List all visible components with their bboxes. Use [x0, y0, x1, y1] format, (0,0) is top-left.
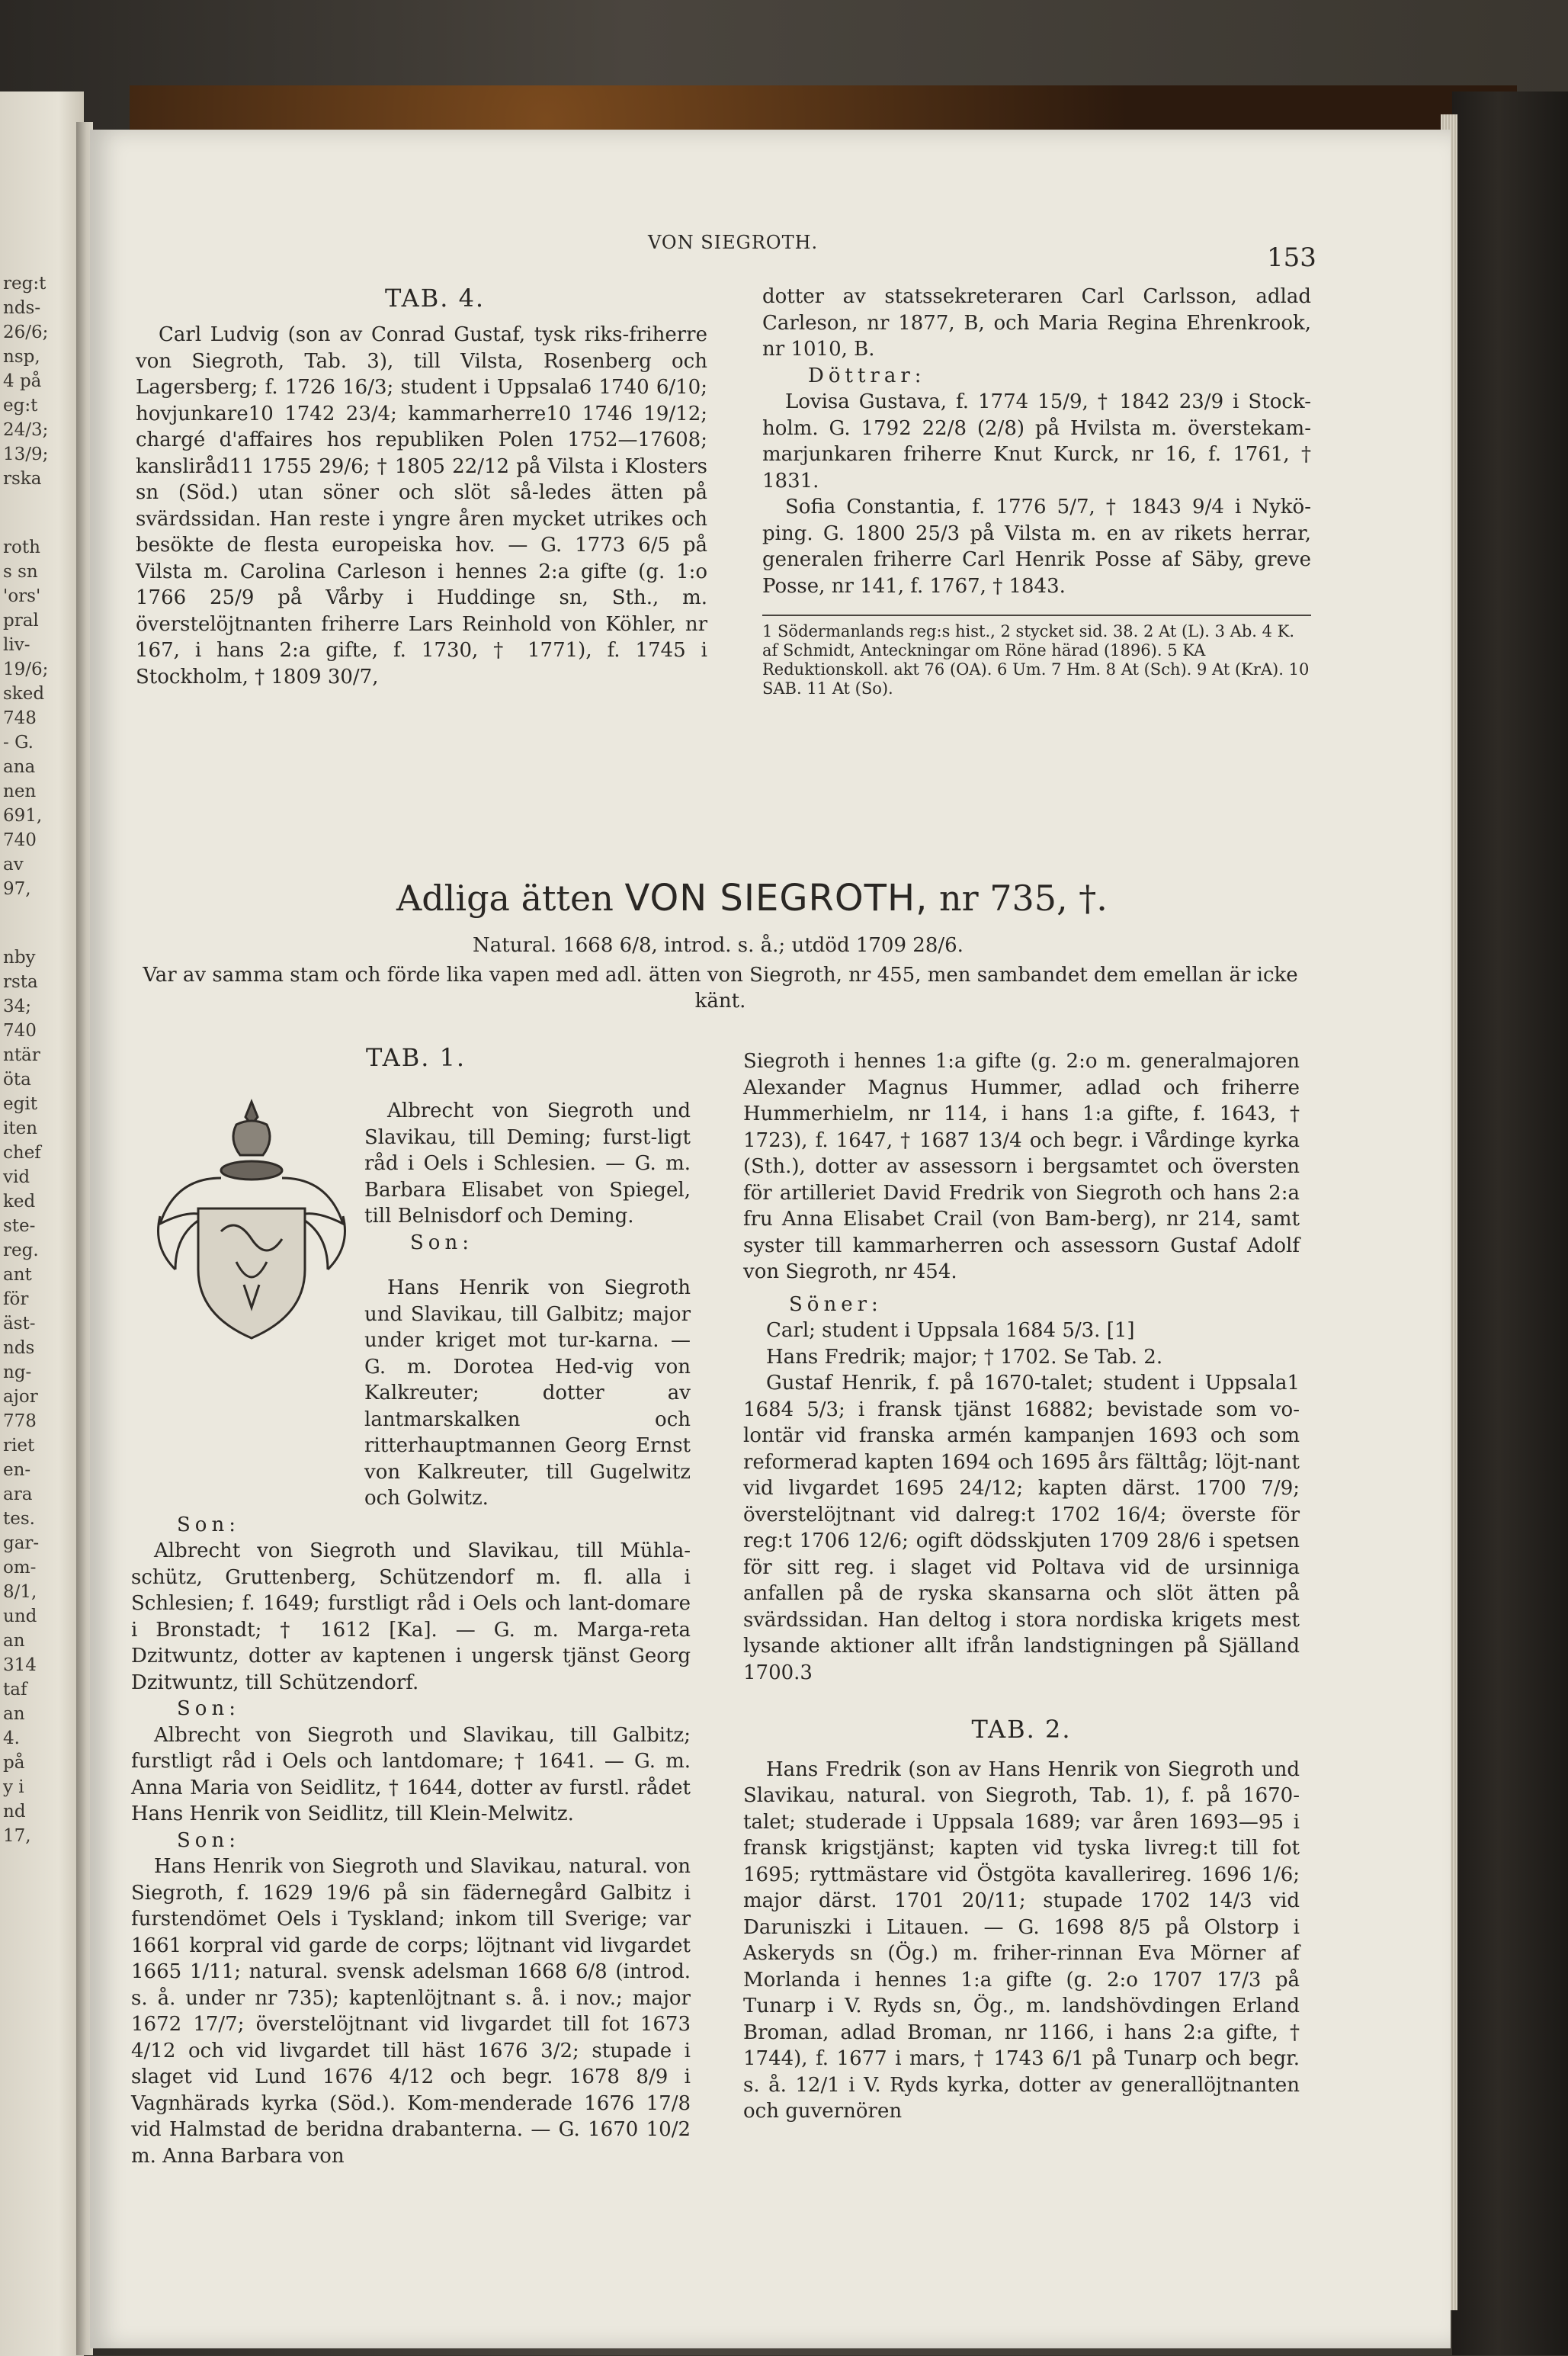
prev-page-fragment: y i: [3, 1777, 24, 1797]
upper-right-column: [762, 284, 1311, 599]
prev-page-fragment: 34;: [3, 997, 32, 1016]
son-heading-1: Son:: [410, 1231, 473, 1254]
prev-page-fragment: ana: [3, 757, 36, 777]
prev-page-fragment: tes.: [3, 1509, 35, 1529]
prev-page-fragment: öta: [3, 1070, 31, 1090]
upper-right-p1: dotter av statssekreteraren Carl Carlsson, adlad Carleson, nr 1877, B, och Maria Regina Ehrenkrook, nr 1010, B.: [762, 285, 1311, 361]
prev-page-fragment: 24/3;: [3, 420, 49, 440]
lower-left-column: [131, 1275, 691, 2169]
albrecht-2-entry: Albrecht von Siegroth und Slavikau, till Mühla-schütz, Gruttenberg, Schützendorf m. fl. alla i Schlesien; f. 1649; furstligt råd i Oels och lant-domare i Bronstadt; † 1612 [Ka]. — G. m. Marga-reta Dzitwuntz, dotter av kaptenen i ungersk tjänst Georg Dzitwuntz, till Schützendorf.: [131, 1539, 691, 1694]
page-number: 153: [1267, 242, 1316, 273]
prev-page-fragment: 740: [3, 830, 37, 850]
previous-page-edge: [0, 91, 84, 2356]
prev-page-fragment: taf: [3, 1680, 27, 1700]
prev-page-fragment: nds-: [3, 298, 41, 318]
prev-page-fragment: en-: [3, 1460, 31, 1480]
prev-page-fragment: eg:t: [3, 396, 38, 416]
prev-page-fragment: nd: [3, 1802, 26, 1822]
prev-page-fragment: av: [3, 855, 24, 875]
prev-page-fragment: ng-: [3, 1363, 32, 1382]
prev-page-fragment: 691,: [3, 806, 43, 826]
prev-page-fragment: ste-: [3, 1216, 36, 1236]
prev-page-fragment: ajor: [3, 1387, 38, 1407]
prev-page-fragment: reg:t: [3, 274, 46, 294]
prev-page-fragment: för: [3, 1289, 29, 1309]
prev-page-fragment: egit: [3, 1094, 37, 1114]
tab-2-heading: TAB. 2.: [971, 1715, 1072, 1744]
prev-page-fragment: 4 på: [3, 371, 42, 391]
sofia-constantia-entry: Sofia Constantia, f. 1776 5/7, † 1843 9/4 i Nykö-ping. G. 1800 25/3 på Vilsta m. en av rikets herrar, generalen friherre Carl Henrik Posse af Säby, greve Posse, nr 141, f. 1767, † 1843.: [762, 496, 1311, 598]
prev-page-fragment: sked: [3, 684, 45, 704]
prev-page-fragment: 4.: [3, 1728, 20, 1748]
son-heading-3: Son:: [177, 1697, 240, 1720]
prev-page-fragment: nen: [3, 782, 37, 801]
hans-henrik-natural-entry: Hans Henrik von Siegroth und Slavikau, natural. von Siegroth, f. 1629 19/6 på sin fädernegård Galbitz i furstendömet Oels i Tyskland; inkom till Sverige; var 1661 korpral vid garde de corps; löjtnant vid livgardet 1665 1/11; natural. svensk adelsman 1668 6/8 (introd. s. å. under nr 735); kaptenlöjtnant s. å. i nov.; major 1672 17/7; överstelöjtnant vid livgardet till fot 1673 4/12 och vid livgardet till häst 1676 3/2; stupade i slaget vid Lund 1676 4/12 och begr. 1678 8/9 i Vagnhärads kyrka (Söd.). Kom-menderade 1676 17/8 vid Halmstad de beridna drabanterna. — G. 1670 10/2 m. Anna Barbara von: [131, 1855, 691, 2168]
prev-page-fragment: - G.: [3, 733, 34, 753]
family-subtitle: Natural. 1668 6/8, introd. s. å.; utdöd 1709 28/6.: [473, 934, 964, 957]
prev-page-fragment: 748: [3, 708, 37, 728]
prev-page-fragment: ant: [3, 1265, 32, 1285]
prev-page-fragment: 13/9;: [3, 445, 49, 464]
gustaf-henrik-entry: Gustaf Henrik, f. på 1670-talet; student i Uppsala1 1684 5/3; i fransk tjänst 16882; bevistade som vo-lontär vid franska armén kampanjen 1693 och som reformerad kapten 1694 och 1695 års fälttåg; löjt-nant vid livgardet 1695 24/12; kapten därst. 1700 7/9; överstelöjtnant vid dalreg:t 1702 16/4; överste för reg:t 1706 12/6; ogift dödsskjuten 1709 28/6 i spetsen för sitt reg. i slaget vid Poltava vid de ursinniga anfallen på de ryska skansarna och slöt ätten på svärdssidan. Han deltog i stora nordiska krigets mest lysande aktioner allt ifrån landstigningen på Själland 1700.3: [743, 1372, 1300, 1684]
prev-page-fragment: nby: [3, 948, 36, 968]
book-cover-right: [1452, 91, 1568, 2355]
prev-page-fragment: an: [3, 1704, 25, 1724]
tab-4-heading: TAB. 4.: [385, 284, 486, 313]
prev-page-fragment: ked: [3, 1192, 36, 1212]
prev-page-fragment: und: [3, 1607, 37, 1626]
family-title: [396, 877, 1108, 920]
carl-entry: Carl; student i Uppsala 1684 5/3. [1]: [766, 1319, 1135, 1342]
soner-heading: Söner:: [789, 1292, 883, 1316]
title-suffix: nr 735, †.: [938, 878, 1108, 919]
tab-1-heading: TAB. 1.: [366, 1043, 467, 1072]
prev-page-fragment: iten: [3, 1119, 38, 1138]
prev-page-fragment: om-: [3, 1558, 37, 1578]
prev-page-fragment: gar-: [3, 1533, 40, 1553]
prev-page-fragment: reg.: [3, 1241, 39, 1260]
prev-page-fragment: rsta: [3, 972, 38, 992]
prev-page-fragment: 17,: [3, 1826, 31, 1846]
prev-page-fragment: chef: [3, 1143, 41, 1163]
prev-page-fragment: på: [3, 1753, 25, 1773]
hans-henrik-entry: Hans Henrik von Siegroth und Slavikau, till Galbitz; major under kriget mot tur-karna. — G. m. Dorotea Hed-vig von Kalkreuter; dotter av lantmarskalken och ritterhauptmannen Georg Ernst von Kalkreuter, till Gugelwitz och Golwitz.: [364, 1276, 691, 1510]
lovisa-gustava-entry: Lovisa Gustava, f. 1774 15/9, † 1842 23/9 i Stock-holm. G. 1792 22/8 (2/8) på Hvilsta m. överstekam-marjunkaren friherre Knut Kurck, nr 16, f. 1761, † 1831.: [762, 390, 1311, 493]
upper-left-column: [136, 322, 707, 690]
prev-page-fragment: nds: [3, 1338, 35, 1358]
prev-page-fragment: pral: [3, 611, 39, 631]
prev-page-fragment: 'ors': [3, 586, 41, 606]
family-note: Var av samma stam och förde lika vapen med adl. ätten von Siegroth, nr 455, men sambandet dem emellan är icke känt.: [143, 964, 1298, 1013]
prev-page-fragment: 26/6;: [3, 323, 49, 342]
prev-page-fragment: 19/6;: [3, 660, 49, 679]
prev-page-fragment: riet: [3, 1436, 35, 1456]
prev-page-fragment: rska: [3, 469, 42, 489]
carl-ludvig-entry: Carl Ludvig (son av Conrad Gustaf, tysk riks-friherre von Siegroth, Tab. 3), till Vilsta, Rosenberg och Lagersberg; f. 1726 16/3; student i Uppsala6 1740 6/10; hovjunkare10 1742 23/4; kammarherre10 1746 19/12; chargé d'affaires hos republiken Polen 1752—17608; kansliråd11 1755 29/6; † 1805 22/12 på Vilsta i Klosters sn (Söd.) utan söner och slöt så-ledes ätten på svärdssidan. Han reste i yngre åren mycket utrikes och besökte de flesta europeiska hov. — G. 1773 6/5 på Vilsta m. Carolina Carleson i hennes 2:a gifte (g. 1:o 1766 25/9 på Vårby i Huddinge sn, Sth., m. överstelöjtnanten friherre Lars Reinhold von Köhler, nr 167, i hans 2:a gifte, f. 1730, † 1771), f. 1745 i Stockholm, † 1809 30/7,: [136, 323, 707, 689]
prev-page-fragment: liv-: [3, 635, 30, 655]
lower-left-column-top: [364, 1098, 691, 1256]
prev-page-fragment: roth: [3, 538, 40, 557]
hans-fredrik-ref: Hans Fredrik; major; † 1702. Se Tab. 2.: [766, 1345, 1163, 1369]
hans-fredrik-entry: Hans Fredrik (son av Hans Henrik von Siegroth und Slavikau, natural. von Siegroth, Tab. 1), f. på 1670-talet; studerade i Uppsala 1689; var åren 1693—95 i fransk krigstjänst; kapten vid tyska livreg:t till fot 1695; ryttmästare vid Östgöta kavallerireg. 1696 1/6; major därst. 1701 20/11; stupade 1702 14/3 vid Daruniszki i Litauen. — G. 1698 8/5 på Olstorp i Askeryds sn (Ög.) m. friher-rinnan Eva Mörner af Morlanda i hennes 1:a gifte (g. 2:o 1707 17/3 på Tunarp i V. Ryds sn, Ög., m. landshövdingen Erland Broman, adlad Broman, nr 1166, i hans 2:a gifte, † 1744), f. 1677 i mars, † 1743 6/1 på Tunarp och begr. s. å. 12/1 i V. Ryds kyrka, dotter av generallöjtnanten och guvernören: [743, 1757, 1300, 2123]
prev-page-fragment: 8/1,: [3, 1582, 37, 1602]
son-heading-4: Son:: [177, 1828, 240, 1852]
prev-page-fragment: ara: [3, 1485, 33, 1504]
lower-right-column: [743, 1048, 1300, 2125]
albrecht-3-entry: Albrecht von Siegroth und Slavikau, till Galbitz; furstligt råd i Oels och lantdomare; † 1641. — G. m. Anna Maria von Seidlitz, † 1644, dotter av furstl. rådet Hans Henrik von Seidlitz, till Klein-Melwitz.: [131, 1723, 691, 1825]
title-name: VON SIEGROTH,: [624, 877, 928, 920]
prev-page-fragment: vid: [3, 1167, 30, 1187]
prev-page-fragment: 314: [3, 1655, 37, 1675]
son-heading-2: Son:: [177, 1513, 240, 1536]
prev-page-fragment: ntär: [3, 1045, 40, 1065]
prev-page-fragment: 740: [3, 1021, 37, 1041]
prev-page-fragment: 97,: [3, 879, 31, 899]
anna-barbara-entry: Siegroth i hennes 1:a gifte (g. 2:o m. generalmajoren Alexander Magnus Hummer, adlad och friherre Hummerhielm, nr 114, i hans 1:a gifte, f. 1643, † 1723), f. 1647, † 1687 13/4 och begr. i Vårdinge kyrka (Sth.), dotter av assessorn i bergsamtet och översten för artilleriet David Fredrik von Siegroth och hans 2:a fru Anna Elisabet Crail (von Bam-berg), nr 214, samt syster till kammarherren och assessorn Gustaf Adolf von Siegroth, nr 454.: [743, 1050, 1300, 1283]
prev-page-fragment: s sn: [3, 562, 38, 582]
footnotes: 1 Södermanlands reg:s hist., 2 stycket sid. 38. 2 At (L). 3 Ab. 4 K. af Schmidt, Anteckningar om Röne härad (1896). 5 KA Reduktionskoll. akt 76 (OA). 6 Um. 7 Hm. 8 At (Sch). 9 At (KrA). 10 SAB. 11 At (So).: [762, 615, 1311, 698]
title-prefix: Adliga ätten: [396, 878, 614, 919]
albrecht-1-entry: Albrecht von Siegroth und Slavikau, till Deming; furst-ligt råd i Oels i Schlesien. — G. m. Barbara Elisabet von Spiegel, till Belnisdorf och Deming.: [364, 1099, 691, 1228]
dottrar-heading: Döttrar:: [808, 364, 926, 387]
prev-page-fragment: an: [3, 1631, 25, 1651]
prev-page-fragment: äst-: [3, 1314, 36, 1334]
prev-page-fragment: nsp,: [3, 347, 40, 367]
prev-page-fragment: 778: [3, 1411, 37, 1431]
running-head: VON SIEGROTH.: [648, 232, 819, 253]
